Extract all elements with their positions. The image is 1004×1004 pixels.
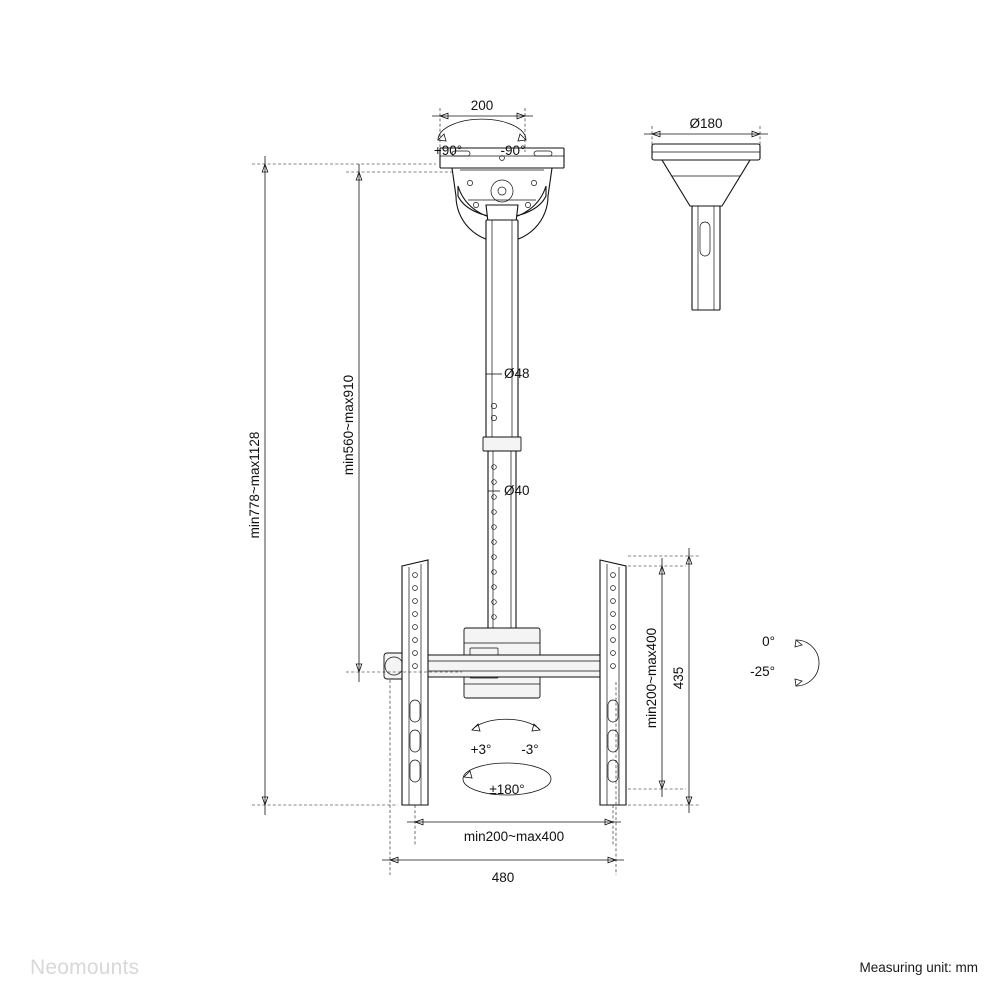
extension-pole xyxy=(483,220,521,671)
label-vesa-vertical: min200~max400 xyxy=(644,627,659,729)
label-bracket-height: 435 xyxy=(671,666,686,690)
label-total-height: min778~max1128 xyxy=(247,431,262,539)
label-rotation-plus90: +90° xyxy=(433,143,463,158)
dim-disc-diameter xyxy=(644,116,768,146)
label-pole-lower: Ø40 xyxy=(504,483,530,498)
label-top-width: 200 xyxy=(470,98,494,113)
dim-vesa-horizontal xyxy=(407,805,621,845)
rotate-180-annotation xyxy=(463,763,551,797)
label-pole-height: min560~max910 xyxy=(341,374,356,476)
label-roll-minus3: -3° xyxy=(521,742,539,757)
label-tilt-minus25: -25° xyxy=(750,664,775,679)
measuring-unit-note: Measuring unit: mm xyxy=(859,960,978,975)
label-pole-upper: Ø48 xyxy=(504,366,530,381)
vesa-rail-left xyxy=(402,560,428,805)
brand-logo: Neomounts xyxy=(30,956,140,979)
vesa-rail-right xyxy=(600,560,626,805)
label-tilt-zero: 0° xyxy=(762,634,775,649)
label-vesa-horizontal: min200~max400 xyxy=(463,829,565,844)
label-rotate-180: ±180° xyxy=(489,782,525,797)
tilt-annotation xyxy=(750,634,819,686)
roll-annotation xyxy=(471,719,540,757)
label-bracket-width: 480 xyxy=(491,870,515,885)
side-view-ceiling-disc xyxy=(652,144,760,310)
label-rotation-minus90: -90° xyxy=(500,143,526,158)
label-roll-plus3: +3° xyxy=(470,742,492,757)
dim-bracket-height xyxy=(628,548,700,813)
label-disc-diameter: Ø180 xyxy=(689,116,723,131)
